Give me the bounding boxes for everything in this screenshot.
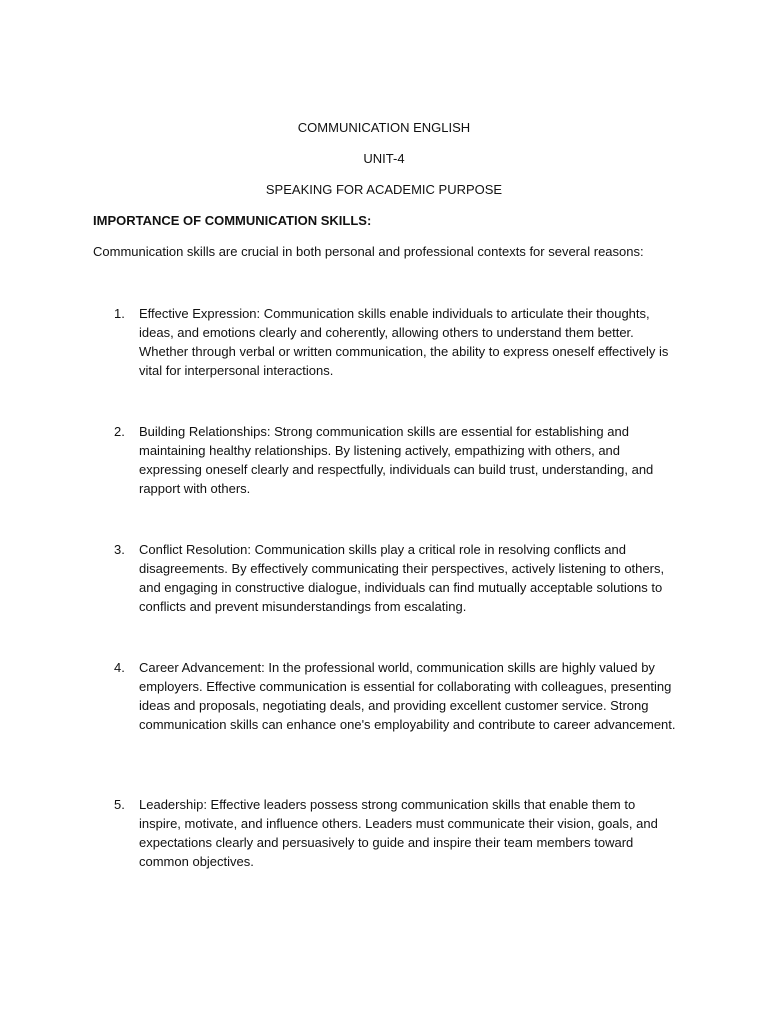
list-item-text: Leadership: Effective leaders possess strong communication skills that enable them to inspire, motivate, and influence others. Leaders must communicate their vision, goals, and expectations clearly and persuasively to guide and inspire their team members toward common objectives. xyxy=(139,797,658,869)
list-item-number: 5. xyxy=(114,797,125,812)
intro-paragraph: Communication skills are crucial in both personal and professional contexts for several reasons: xyxy=(93,244,644,259)
list-item-text: Building Relationships: Strong communication skills are essential for establishing and maintaining healthy relationships. By listening actively, empathizing with others, and expressing oneself clearly and respectfully, individuals can build trust, understanding, and rapport with others. xyxy=(139,424,654,496)
list-item-text: Career Advancement: In the professional world, communication skills are highly valued by employers. Effective communication is essential for collaborating with colleagues, presenting ideas and proposals, negotiating deals, and providing excellent customer service. Strong communication skills can enhance one's employability and contribute to career advancement. xyxy=(139,660,676,732)
document-subtitle: SPEAKING FOR ACADEMIC PURPOSE xyxy=(265,182,503,197)
list-item-text: Effective Expression: Communication skills enable individuals to articulate their thoughts, ideas, and emotions clearly and coherently, allowing others to understand them better. Whether through verbal or written communication, the ability to express oneself effectively is vital for interpersonal interactions. xyxy=(139,306,669,378)
list-item-number: 2. xyxy=(114,424,125,439)
list-item-number: 1. xyxy=(114,306,125,321)
unit-label: UNIT-4 xyxy=(363,151,405,166)
list-item-number: 4. xyxy=(114,660,125,675)
section-heading: IMPORTANCE OF COMMUNICATION SKILLS: xyxy=(93,213,372,228)
list-item-number: 3. xyxy=(114,542,125,557)
list-item-text: Conflict Resolution: Communication skills play a critical role in resolving conflicts and disagreements. By effectively communicating their perspectives, actively listening to others, and engaging in constructive dialogue, individuals can find mutually acceptable solutions to conflicts and prevent misunderstandings from escalating. xyxy=(139,542,665,614)
document-title: COMMUNICATION ENGLISH xyxy=(297,120,471,135)
